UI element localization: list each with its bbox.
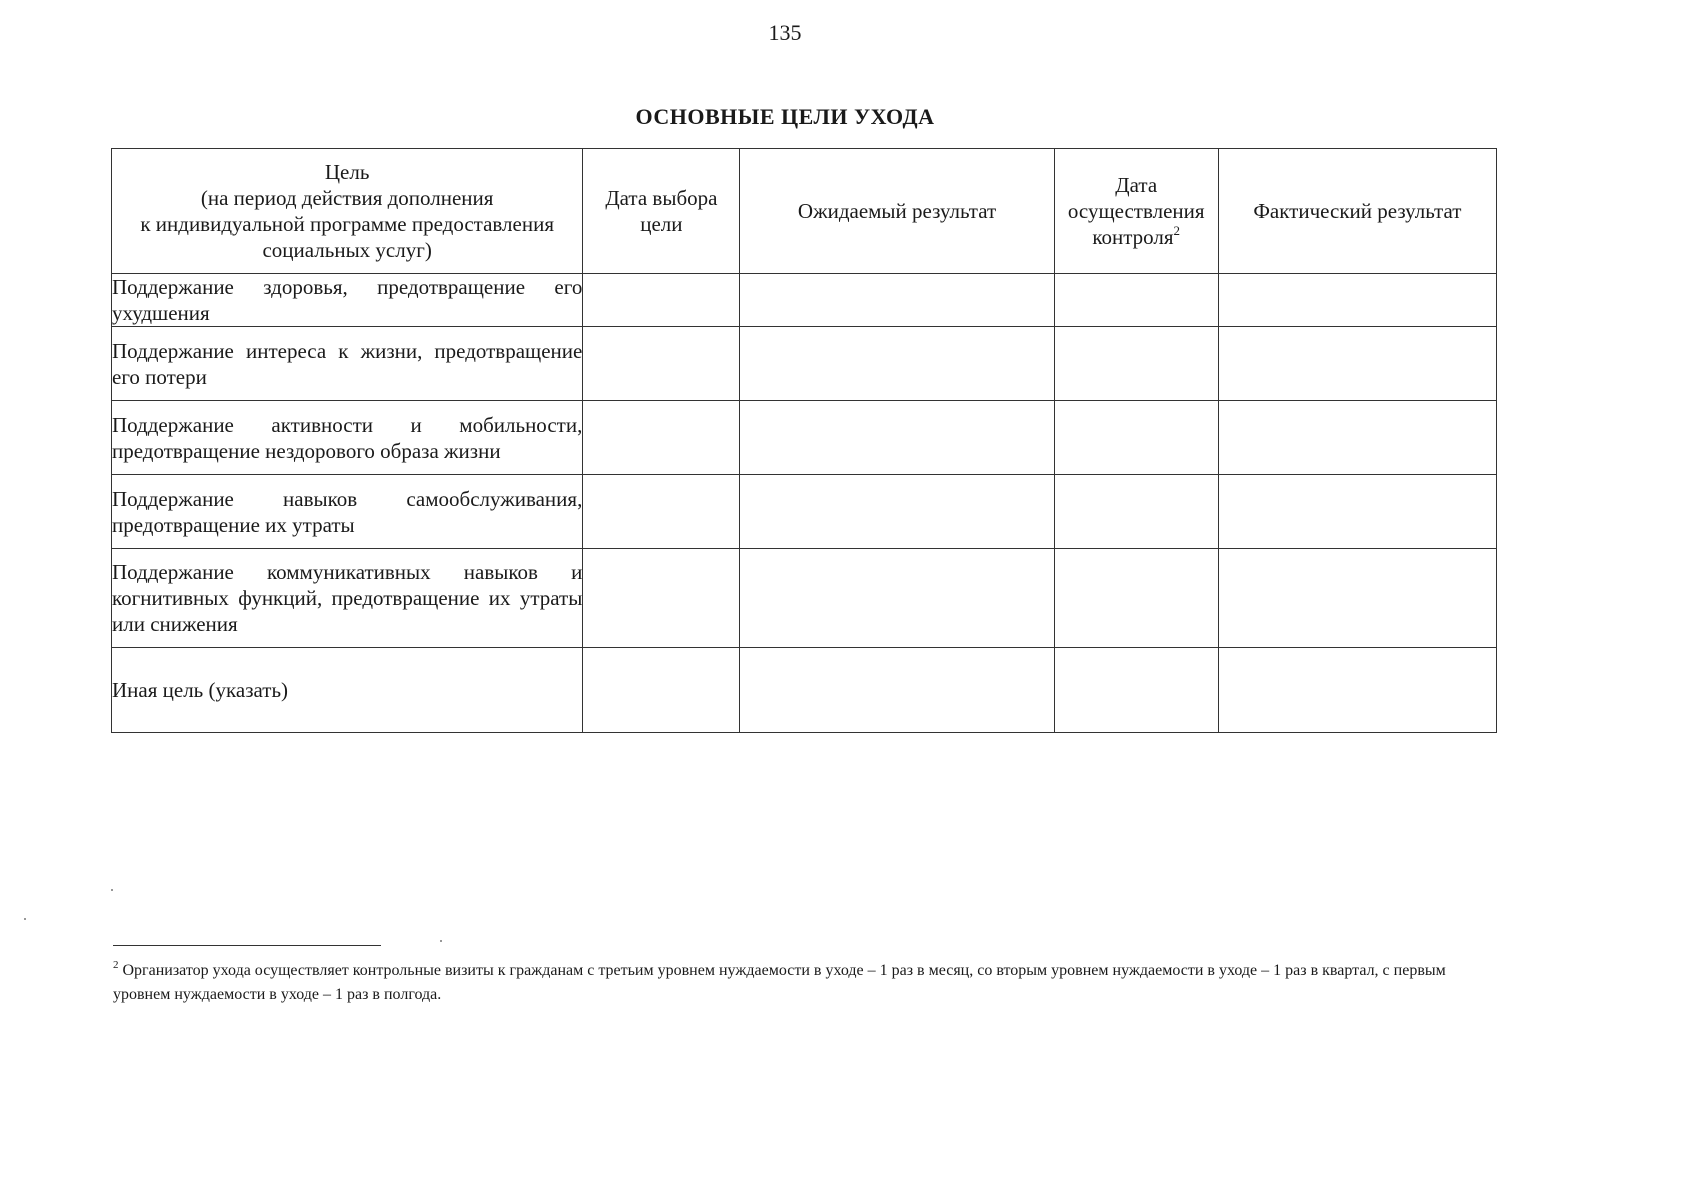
header-date-line2: цели	[640, 212, 683, 236]
selection-date-cell	[583, 549, 740, 648]
selection-date-cell	[583, 274, 740, 327]
table-row	[112, 327, 1497, 401]
expected-result-cell	[740, 648, 1054, 733]
scan-speck	[440, 940, 442, 942]
table-row	[112, 475, 1497, 549]
scan-speck	[24, 918, 26, 920]
footnote-reference: 2	[1173, 223, 1181, 238]
header-control-line1: Дата	[1115, 173, 1158, 197]
header-expected-result: Ожидаемый результат	[740, 149, 1054, 274]
expected-result-cell	[740, 401, 1054, 475]
goal-cell: Поддержание коммуникативных навыков и когнитивных функций, предотвращение их утраты или снижения	[112, 549, 583, 648]
header-goal-line4: социальных услуг)	[262, 238, 432, 262]
scan-speck	[111, 889, 113, 891]
page-number: 135	[768, 20, 802, 45]
actual-result-cell	[1218, 648, 1496, 733]
actual-result-cell	[1218, 475, 1496, 549]
footnote-text: Организатор ухода осуществляет контрольные визиты к гражданам с третьим уровнем нуждаемости в уходе – 1 раз в месяц, со вторым уровнем нуждаемости в уходе – 1 раз в квартал, с первым уровнем нуждаемости в уходе – 1 раз в полгода.	[113, 962, 1446, 1003]
control-date-cell	[1054, 274, 1218, 327]
control-date-cell	[1054, 327, 1218, 401]
expected-result-cell	[740, 327, 1054, 401]
expected-result-cell	[740, 549, 1054, 648]
footnote-separator	[113, 945, 381, 946]
selection-date-cell	[583, 648, 740, 733]
header-goal-line2: (на период действия дополнения	[200, 186, 494, 210]
actual-result-cell	[1218, 549, 1496, 648]
header-goal	[112, 149, 583, 274]
header-control-date	[1054, 149, 1218, 274]
goal-cell: Поддержание активности и мобильности, предотвращение нездорового образа жизни	[112, 401, 583, 475]
expected-result-cell	[740, 475, 1054, 549]
header-selection-date	[583, 149, 740, 274]
table-row	[112, 274, 1497, 327]
control-date-cell	[1054, 401, 1218, 475]
header-control-line3	[1055, 224, 1218, 250]
goal-cell: Поддержание навыков самообслуживания, предотвращение их утраты	[112, 475, 583, 549]
table-row	[112, 648, 1497, 733]
goal-cell: Иная цель (указать)	[112, 648, 583, 733]
actual-result-cell	[1218, 274, 1496, 327]
table-header-row	[112, 149, 1497, 274]
table-row	[112, 401, 1497, 475]
control-date-cell	[1054, 648, 1218, 733]
header-control-line2: осуществления	[1067, 199, 1205, 223]
selection-date-cell	[583, 327, 740, 401]
header-date-line1: Дата выбора	[605, 186, 718, 210]
care-goals-table	[111, 148, 1497, 733]
goal-cell: Поддержание интереса к жизни, предотвращение его потери	[112, 327, 583, 401]
control-date-cell	[1054, 549, 1218, 648]
footnote-marker: 2	[113, 959, 119, 971]
header-actual-result: Фактический результат	[1218, 149, 1496, 274]
actual-result-cell	[1218, 327, 1496, 401]
header-control-word: контроля	[1092, 225, 1174, 249]
control-date-cell	[1054, 475, 1218, 549]
expected-result-cell	[740, 274, 1054, 327]
footnote	[113, 959, 1483, 1007]
actual-result-cell	[1218, 401, 1496, 475]
table-row	[112, 549, 1497, 648]
header-goal-line3: к индивидуальной программе предоставления	[140, 212, 554, 236]
document-title: ОСНОВНЫЕ ЦЕЛИ УХОДА	[635, 104, 935, 129]
selection-date-cell	[583, 401, 740, 475]
selection-date-cell	[583, 475, 740, 549]
goal-cell: Поддержание здоровья, предотвращение его ухудшения	[112, 275, 583, 325]
header-goal-line1: Цель	[324, 160, 370, 184]
